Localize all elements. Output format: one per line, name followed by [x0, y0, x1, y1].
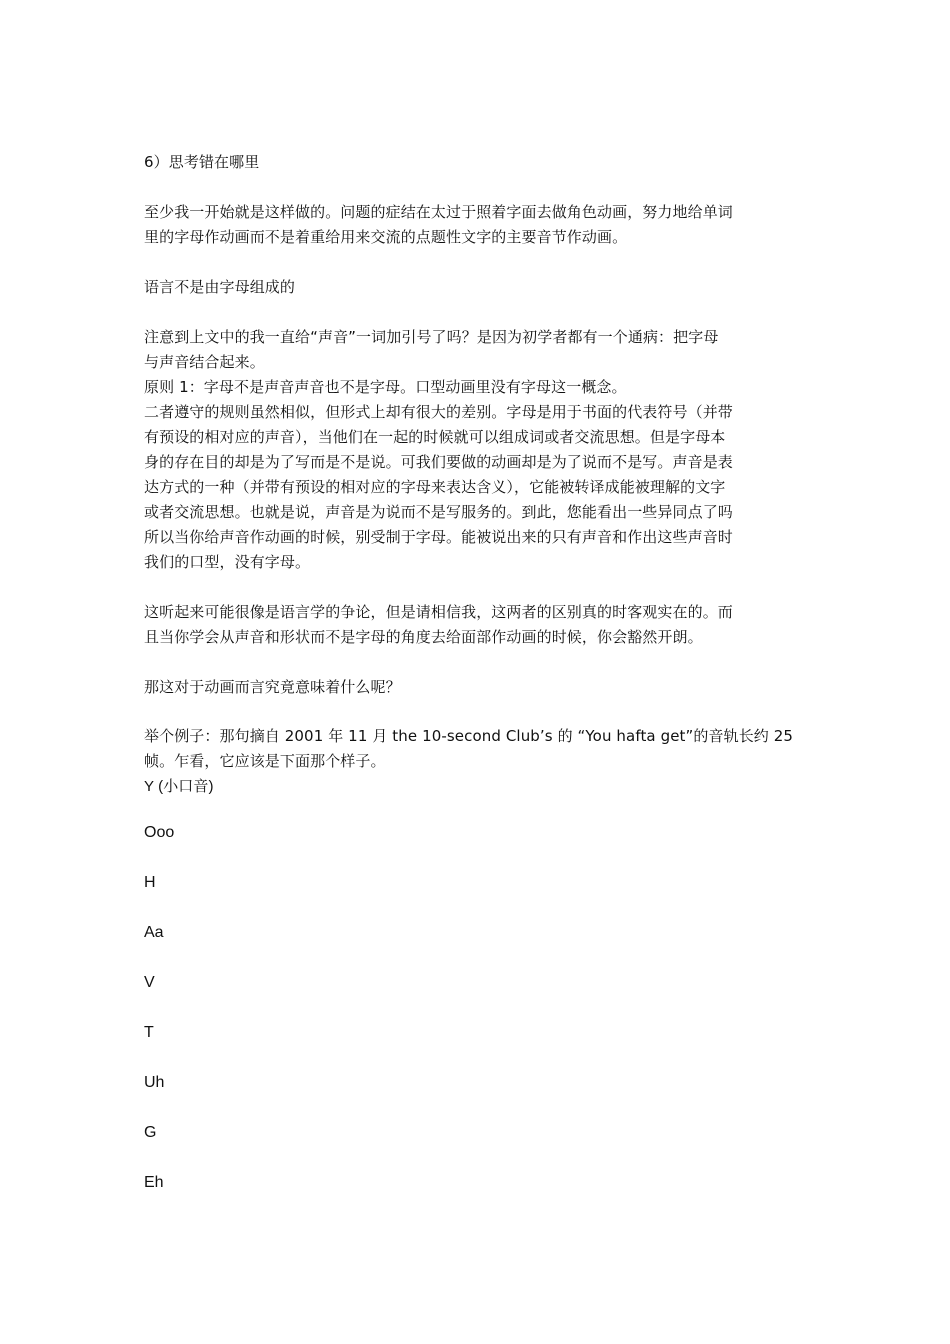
paragraph-line: 我们的口型，没有字母。: [144, 553, 311, 571]
paragraph-example: [144, 724, 808, 799]
sound-item: H: [144, 874, 156, 891]
paragraph-line: 且当你学会从声音和形状而不是字母的角度去给面部作动画的时候，你会豁然开朗。: [144, 628, 703, 646]
sound-item: Ooo: [144, 824, 175, 841]
subheading-line: 语言不是由字母组成的: [144, 278, 296, 296]
paragraph-line: 或者交流思想。也就是说，声音是为说而不是写服务的。到此，您能看出一些异同点了吗: [144, 503, 733, 521]
sound-item: Y (小口音): [144, 778, 214, 795]
paragraph-line: 所以当你给声音作动画的时候，别受制于字母。能被说出来的只有声音和作出这些声音时: [144, 528, 733, 546]
paragraph-line: 举个例子：那句摘自 2001 年 11 月 the 10-second Club’s 的 “You hafta get”的音轨长约 25: [144, 727, 794, 745]
sound-item: Aa: [144, 924, 164, 941]
sound-item: G: [144, 1124, 157, 1141]
paragraph-linguistics: [144, 600, 808, 650]
question-paragraph: [144, 675, 808, 700]
paragraph-line: 身的存在目的却是为了写而是不是说。可我们要做的动画却是为了说而不是写。声音是表: [144, 453, 733, 471]
paragraph-line: 至少我一开始就是这样做的。问题的症结在太过于照着字面去做角色动画，努力地给单词: [144, 203, 733, 221]
paragraph-principle: [144, 325, 808, 575]
paragraph-line: 达方式的一种（并带有预设的相对应的字母来表达含义），它能被转译成能被理解的文字: [144, 478, 726, 496]
paragraph-line: 原则 1：字母不是声音声音也不是字母。口型动画里没有字母这一概念。: [144, 378, 627, 396]
paragraph-line: 有预设的相对应的声音），当他们在一起的时候就可以组成词或者交流思想。但是字母本: [144, 428, 726, 446]
sound-item: Eh: [144, 1174, 164, 1191]
paragraph-line: 注意到上文中的我一直给“声音”一词加引号了吗？是因为初学者都有一个通病：把字母: [144, 328, 719, 346]
sound-item: T: [144, 1024, 154, 1041]
subheading: [144, 275, 808, 300]
sound-item: V: [144, 974, 155, 991]
paragraph-line: 与声音结合起来。: [144, 353, 265, 371]
section-heading: [144, 150, 808, 175]
sound-item: Uh: [144, 1074, 165, 1091]
heading-line: 6）思考错在哪里: [144, 153, 260, 171]
paragraph-line: 帧。乍看，它应该是下面那个样子。: [144, 752, 386, 770]
paragraph-line: 里的字母作动画而不是着重给用来交流的点题性文字的主要音节作动画。: [144, 228, 628, 246]
sound-list: [144, 820, 544, 1220]
question-line: 那这对于动画而言究竟意味着什么呢？: [144, 678, 401, 696]
paragraph-intro: [144, 200, 808, 250]
paragraph-line: 这听起来可能很像是语言学的争论，但是请相信我，这两者的区别真的时客观实在的。而: [144, 603, 733, 621]
paragraph-line: 二者遵守的规则虽然相似，但形式上却有很大的差别。字母是用于书面的代表符号（并带: [144, 403, 733, 421]
